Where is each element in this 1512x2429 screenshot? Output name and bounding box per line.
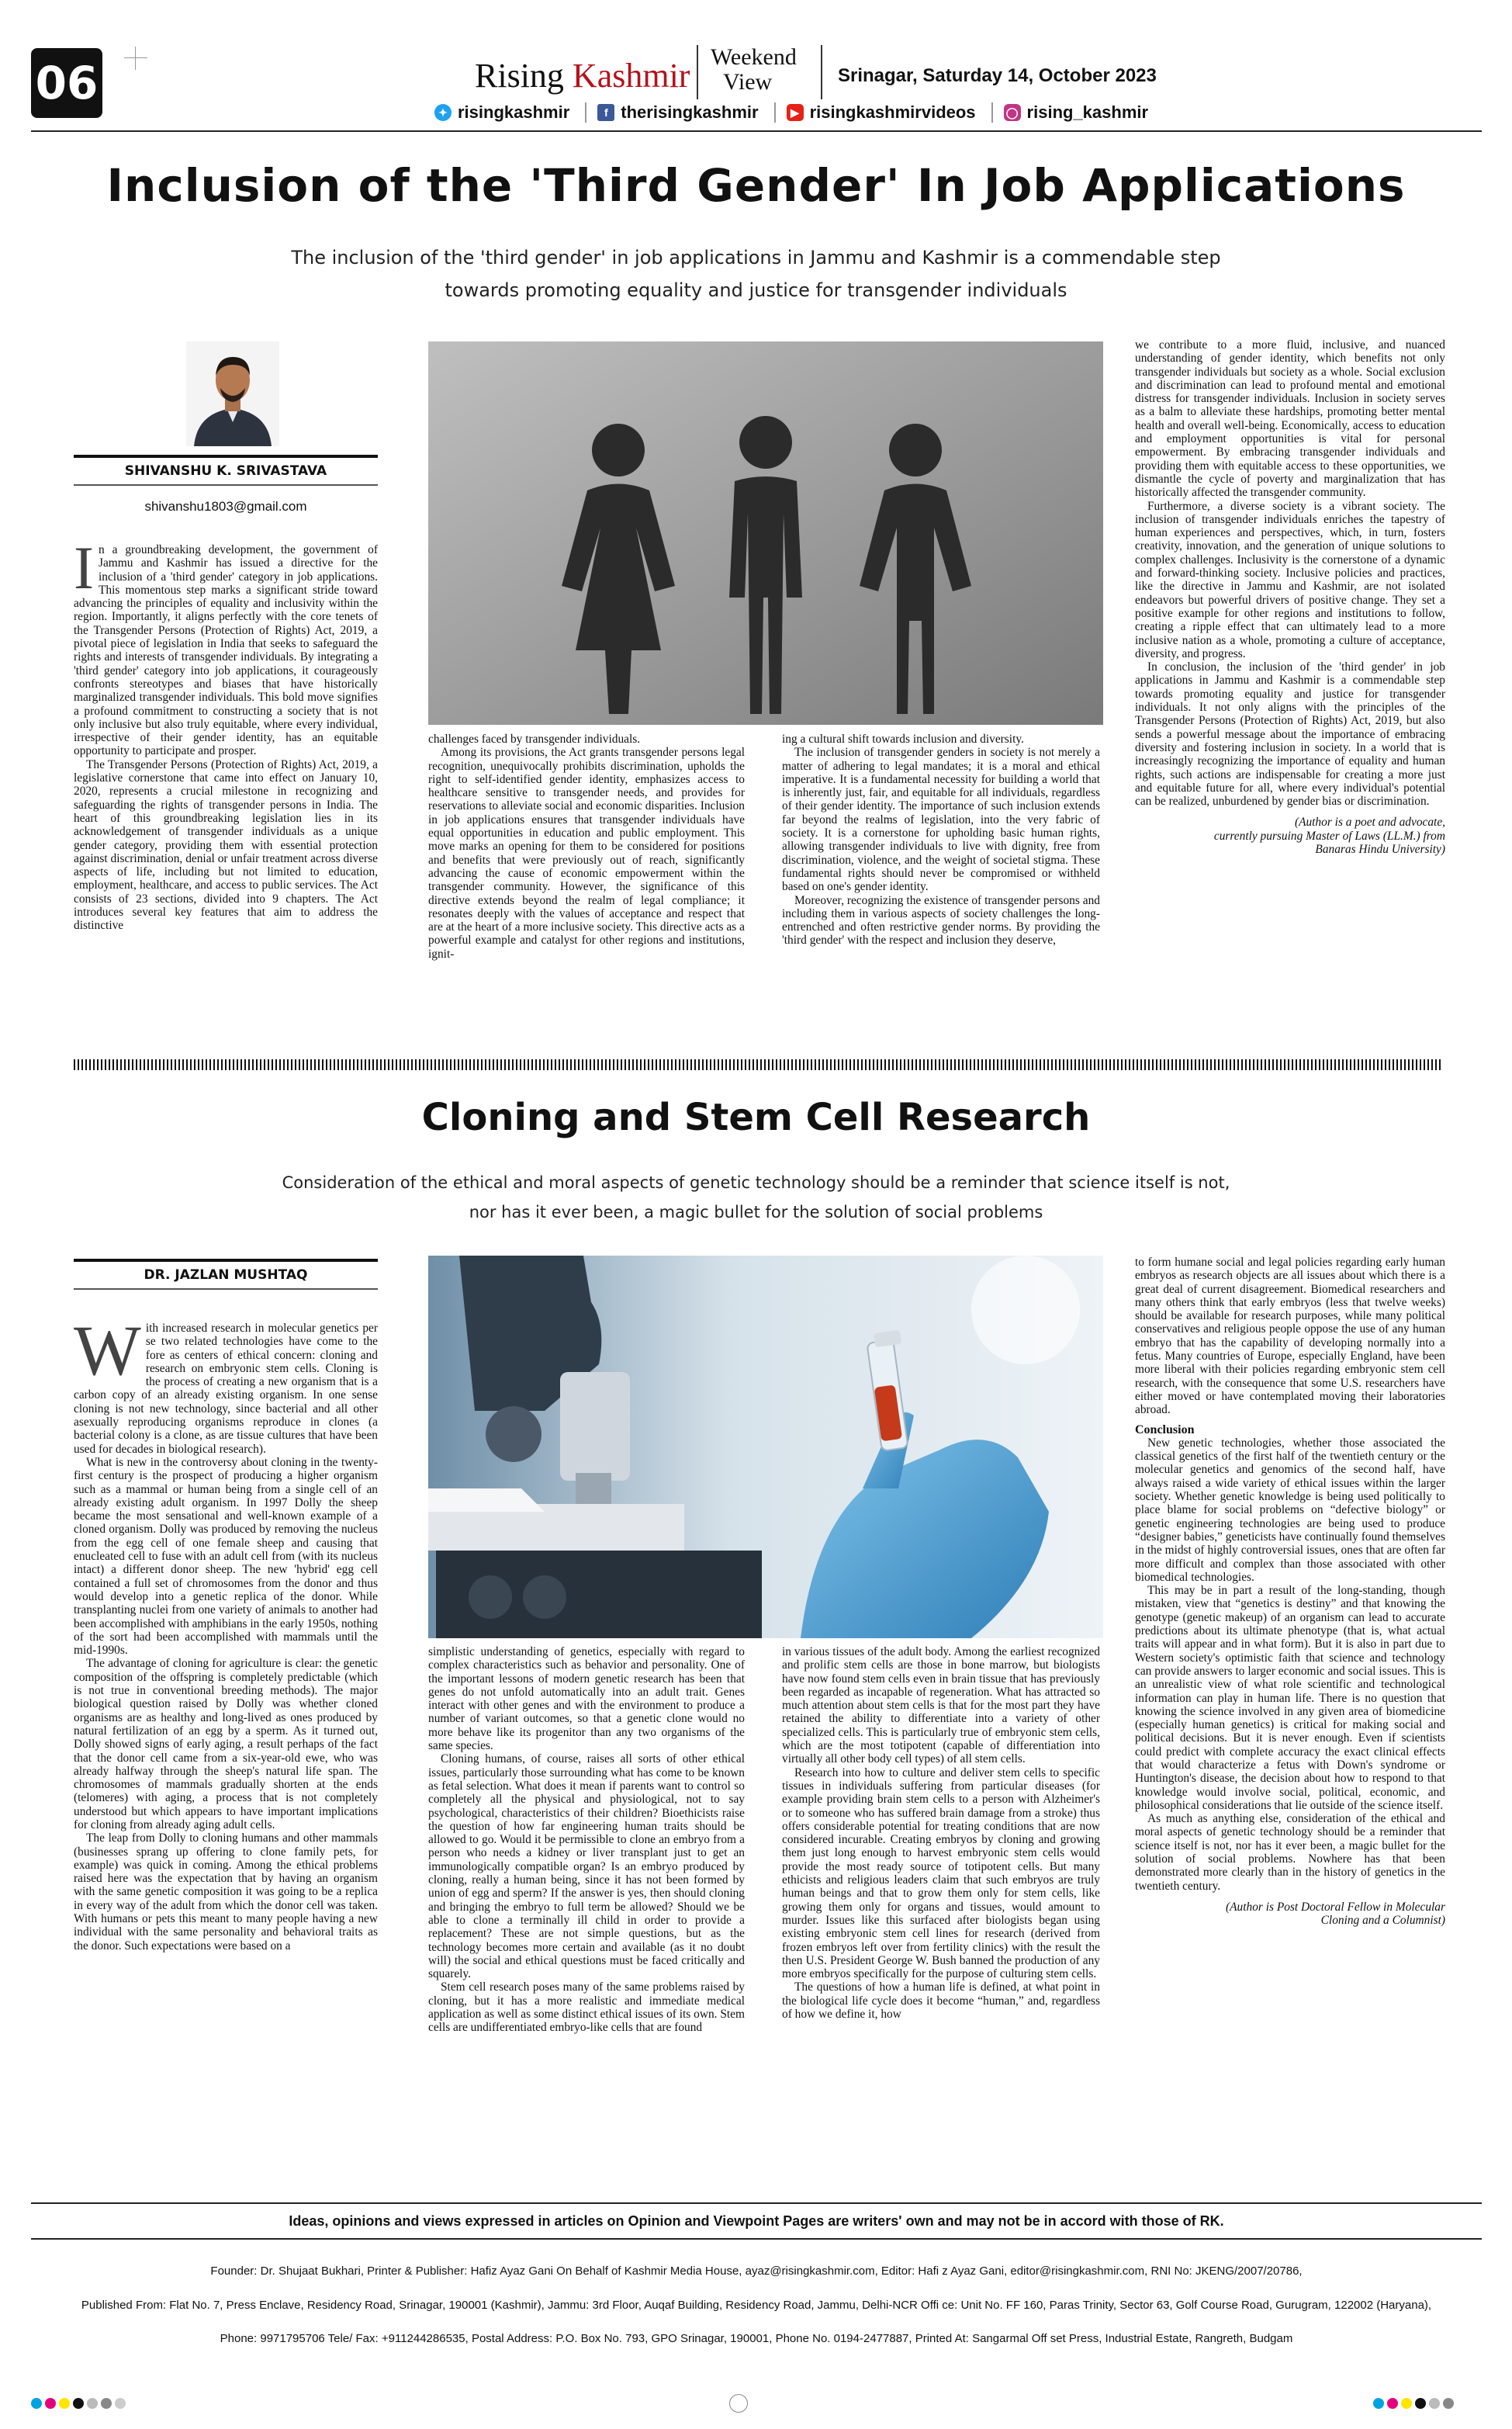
article2-signoff-line2: Cloning and a Columnist) [1320,1914,1445,1928]
social-instagram[interactable] [991,102,1149,123]
article2-col1-p2: What is new in the controversy about cloning in the twenty-first century is the prospect of producing a higher organism such as a mammal or human being from a single cell of an already existing adult organism. In 1997 Dolly the sheep became the most sensational and well-known example of a cloned organism. Dolly was produced by removing the nucleus from the egg cell of one female sheep and causing that enucleated cell to fuse with an adult cell from (with its nucleus intact) a different donor sheep. The new 'hybrid' egg cell contained a full set of chromosomes from the donor and thus would develop into a genetic replica of the donor. While transplanting nuclei from one variety of animals to another had been accomplished with amphibians in the early 1950s, nothing of the sort had been accomplished with mammals until the mid-1990s. [74,1455,378,1658]
print-colorbar-right [1373,2398,1454,2409]
social-facebook[interactable] [585,102,758,123]
instagram-icon: ◯ [1004,104,1021,121]
youtube-icon: ▶ [787,104,804,121]
article2-col4 [1135,1256,1445,2164]
article2-col3-p1: in various tissues of the adult body. Among the earliest recognized and prolific stem cells are those in bone marrow, but biologists have now found stem cells even in brain tissue that has previously been regarded as incapable of regeneration. What has attracted so much attention about stem cells is that for the most part they have retained the ability to differentiate into a variety of other specialized cells. This is particularly true of embryonic stem cells, which are the most totipotent (capable of differentiation into virtually all other body cell types) of all stem cells. [782,1645,1100,1766]
edition-separator [821,45,822,99]
social-youtube[interactable] [774,102,976,123]
article2-col4-p1: to form humane social and legal policies regarding early human embryos as research objects are all issues about which there is a great deal of current disagreement. Biomedical researchers and many others think that early embryos (less that twelve weeks) should be available for research purposes, while many political conservatives and religious people oppose the use of any human embryo that has the capability of developing normally into a fetus. Many countries of Europe, especially England, have been more liberal with their policies regarding embryonic stem cell research, with the consequence that some U.S. researchers have either moved or have contemplated moving their laboratories abroad. [1135,1256,1445,1417]
imprint-line3: Phone: 9971795706 Tele/ Fax: +911244286535, Postal Address: P.O. Box No. 793, GPO Srinagar, 190001, Phone No. 0194-2477887, Printed At: Sangarmal Off set Press, Industrial Estate, Rangreth, Budgam [220,2332,1293,2345]
author1-rule [74,455,378,458]
twitter-icon: ✦ [434,104,452,121]
edition-line1: Weekend [711,44,797,70]
article1-col4-p2: Furthermore, a diverse society is a vibrant society. The inclusion of transgender individuals enriches the tapestry of human experiences and perspectives, which, in turn, fosters creativity, innovation, and the generation of unique solutions to complex challenges. Inclusivity is the cornerstone of a dynamic and forward-thinking society. Inclusive policies and practices, like the directive in Jammu and Kashmir, are not isolated endeavors but powerful drivers of positive change. They set a positive example for other regions and institutions to follow, creating a ripple effect that can ultimately lead to a more inclusive nation as a whole, promoting a culture of acceptance, diversity, and progress. [1135,499,1445,660]
article1-dek-line1: The inclusion of the 'third gender' in job applications in Jammu and Kashmir is a commendable step [291,247,1221,269]
article2-signoff [1135,1901,1445,1928]
article2-col2-p3: Stem cell research poses many of the same problems raised by cloning, but it has a more realistic and immediate medical application as well as some distinct ethical issues of its own. Stem cells are undifferentiated embryo-like cells that are found [428,1980,745,2035]
article2-headline: Cloning and Stem Cell Research [421,1096,1091,1139]
article1-signoff-line2: currently pursuing Master of Laws (LL.M.) from [1213,829,1445,843]
article1-signoff-line3: Banaras Hindu University) [1315,842,1445,856]
brand-logo [475,56,690,95]
article1-signoff-line1: (Author is a poet and advocate, [1294,816,1445,830]
author1-rule-bottom [74,484,378,486]
article2-col3 [782,1645,1100,2157]
article2-col1-p4: The leap from Dolly to cloning humans and other mammals (businesses sprang up offering to clone family pets, for example) was quick in coming. Among the ethical problems raised here was the expectation that by having an organism with the same genetic composition it was going to be a replica in every way of the adult from which the donor cell was taken. With humans or pets this meant to many people having a new individual with the same personality and behavioral traits as the donor. Such expectations were based on a [74,1831,378,1953]
social-links [434,102,1148,123]
gender-restroom-signs-image [428,341,1103,725]
article2-col4-p2: New genetic technologies, whether those associated the classical genetics of the first half of the twentieth century or the molecular genetics and genomics of the second half, have always raised a wide variety of ethical issues within the larger society. Whether genetic knowledge is being used politically to place blame for social problems on “defective biology” or genetic engineering technologies are being used to produce “designer babies,” geneticists have continually found themselves in the midst of highly controversial issues, ones that are often far more difficult and complex than those associated with other biomedical technologies. [1135,1436,1445,1584]
brand-kashmir: Kashmir [572,57,690,95]
edition-label [711,45,797,95]
masthead [0,0,1512,136]
article1-col3-p3: Moreover, recognizing the existence of transgender persons and including them in various aspects of society challenges the long-entrenched and often restrictive gender norms. By providing the 'third gender' with the respect and inclusion they deserve, [782,893,1100,948]
article1-col4-p3: In conclusion, the inclusion of the 'third gender' in job applications in Jammu and Kashmir is a commendable step towards promoting equality and justice for transgender individuals. It not only aligns with the principles of the Transgender Persons (Protection of Rights) Act, 2019, but also sends a powerful message about the importance of embracing diversity and fostering inclusion in society. In a world that is increasingly recognizing the importance of equality and human rights, such actions are indispensable for creating a more just and equitable future for all, where every individual's potential can be realized, unburdened by gender bias or discrimination. [1135,660,1445,809]
social-instagram-label: rising_kashmir [1026,102,1149,122]
article2-col4-p3: This may be in part a result of the long-standing, though mistaken, view that “genetics is destiny” and that knowing the genotype (genetic makeup) of an organism can lead to accurate predictions about its ultimate phenotype (that is, what actual traits will appear and in what form). But it is also in part due to Western society's optimistic faith that science and technology can provide answers to larger economic and social issues. This is an unrealistic view of what role scientific and technological information can play in human life. There is no question that knowing the science involved in any given area of biomedicine (especially human genetics) is critical for making social and political decisions. But it is never enough. Even if scientists could predict with complete accuracy the exact clinical effects that would characterize a fetus with Down's syndrome or Huntington's disease, the decision about how to respond to that knowledge would involve social, political, economic, and philosophical considerations that lie outside of the science itself. [1135,1584,1445,1812]
article1-col3-p2: The inclusion of transgender genders in society is not merely a matter of adhering to legal mandates; it is a moral and ethical imperative. It is a fundamental necessity for building a world that is inherently just, fair, and equitable for all individuals, regardless of their gender identity. The importance of such inclusion extends far beyond the realms of legislation, into the very fabric of society. It is a cornerstone for upholding basic human rights, allowing transgender individuals to live with dignity, free from discrimination, violence, and the weight of societal stigma. These fundamental rights should never be compromised or withheld based on one's gender identity. [782,746,1100,894]
article1-col4 [1135,338,1445,1037]
imprint-line1: Founder: Dr. Shujaat Bukhari, Printer & Publisher: Hafiz Ayaz Gani On Behalf of Kashmir Media House, ayaz@risingkashmir.com, Editor: Hafi z Ayaz Gani, editor@risingkashmir.com, RNI No: JKENG/2007/20786, [210,2264,1303,2278]
facebook-icon: f [597,104,614,121]
edition-line2: View [723,69,773,95]
article1-col1-p2: The Transgender Persons (Protection of Rights) Act, 2019, a legislative cornerstone that came into effect on January 10, 2020, represents a crucial milestone in recognizing and safeguarding the rights of transgender persons in India. The heart of this groundbreaking legislation lies in its acknowledgement of transgender individuals as a unique gender category, providing them with essential protection against discrimination, denial or unfair treatment across diverse aspects of life, including but not limited to education, employment, healthcare, and access to public services. The Act consists of 23 sections, divided into 9 chapters. The Act introduces several key features that aim to address the distinctive [74,757,378,933]
masthead-rule [31,130,1482,132]
social-facebook-label: therisingkashmir [621,102,759,122]
article2-col3-p3: The questions of how a human life is defined, at what point in the biological life cycle does it become “human,” and, regardless of how we define it, how [782,1980,1100,2022]
article2-author: DR. JAZLAN MUSHTAQ [144,1267,308,1283]
author2-rule [74,1259,378,1262]
article2-col1 [74,1311,378,2160]
dateline: Srinagar, Saturday 14, October 2023 [838,65,1157,86]
article1-col1-p1: n a groundbreaking development, the government of Jammu and Kashmir has issued a directive for the inclusion of a 'third gender' category in job applications. This momentous step marks a significant stride toward advancing the principles of equality and inclusivity within the region. Importantly, it aligns perfectly with the core tenets of the Transgender Persons (Protection of Rights) Act, 2019, a pivotal piece of legislation in India that seeks to safeguard the rights and interests of transgender individuals. By integrating a 'third gender' category into job applications, it courageously confronts stereotypes and biases that have historically marginalized transgender individuals. This bold move signifies a profound commitment to constructing a society that is not only inclusive but also truly equitable, where every individual, irrespective of their gender identity, has an equitable opportunity to participate and prosper. [74,543,378,758]
article1-col2 [428,733,745,1039]
author-photo [186,341,279,446]
social-twitter-label: risingkashmir [458,102,570,122]
social-twitter[interactable] [434,102,569,123]
section-divider [74,1059,1441,1070]
article1-dropcap: I [74,534,94,601]
article2-dek-line2: nor has it ever been, a magic bullet for the solution of social problems [469,1203,1043,1221]
imprint-line2: Published From: Flat No. 7, Press Enclave, Residency Road, Srinagar, 190001 (Kashmir), Jammu: 3rd Floor, Auqaf Building, Residency Road, Jammu, Delhi-NCR Offi ce: Unit No. FF 160, Paras Trinity, Sector 63, Golf Course Road, Gurugram, 122002 (Haryana), [81,2299,1432,2312]
article2-col2 [428,1645,745,2157]
article1-col2-p2: Among its provisions, the Act grants transgender persons legal recognition, unequivocally prohibits discrimination, upholds the right to self-identified gender identity, emphasizes access to healthcare sensitive to transgender needs, and provides for reservations to alleviate social and economic disparities. Inclusion in job applications ensures that transgender individuals have equal opportunities in education and public employment. This move marks an opening for them to be considered for positions and benefits that were previously out of reach, significantly advancing the cause of economic empowerment within the transgender community. However, the significance of this directive extends beyond the realm of legal compliance; it resonates deeply with the values of acceptance and respect that are at the heart of a more inclusive society. This directive acts as a powerful example and catalyst for other regions and institutions, ignit- [428,746,745,961]
article2-col1-p1: ith increased research in molecular genetics per se two related technologies have come to the fore as centers of ethical concern: cloning and research on embryonic stem cells. Cloning is the process of creating a new organism that is a carbon copy of an already existing organism. In one sense cloning is not new technology, since bacterial and all other asexually reproducing organisms reproduce in clones (a bacterial colony is a clone, as are tissue cultures that have been used for decades in biological research). [74,1322,378,1456]
author2-rule-bottom [74,1288,378,1290]
brand-separator [697,45,698,99]
disclaimer: Ideas, opinions and views expressed in articles on Opinion and Viewpoint Pages are writers' own and may not be in accord with those of RK. [31,2202,1482,2240]
registration-mark-icon [124,47,147,70]
article1-col3-p1: ing a cultural shift towards inclusion and diversity. [782,733,1024,746]
article1-dek-line2: towards promoting equality and justice for transgender individuals [445,279,1067,301]
page-number: 06 [31,48,102,118]
social-youtube-label: risingkashmirvideos [809,102,976,122]
article2-dropcap: W [74,1311,141,1390]
article1-headline: Inclusion of the 'Third Gender' In Job Applications [106,159,1406,212]
article1-author: SHIVANSHU K. SRIVASTAVA [124,463,327,479]
article1-col2-p1: challenges faced by transgender individuals. [428,733,641,746]
article1-col1 [74,534,378,1040]
registration-mark-bottom-icon [729,2394,748,2413]
article2-col3-p2: Research into how to culture and deliver stem cells to specific tissues in individuals suffering from particular diseases (for example providing brain stem cells to a person with Alzheimer's or to someone who has suffered brain damage from a stroke) thus offers considerable potential for treating conditions that are now considered incurable. Creating embryos by cloning and growing them just long enough to harvest embryonic stem cells would provide the most ready source of totipotent cells. But many ethicists and religious leaders claim that such embryos are truly human beings and that to grow them only for stem cells, like growing them only for organs and tissues, would amount to murder. Issues like this surfaced after biologists began using existing embryonic stem cell lines for research (derived from frozen embryos left over from fertility clinics) with the result the then U.S. President George W. Bush banned the production of any more embryos specifically for the purpose of culturing stem cells. [782,1765,1100,1981]
print-colorbar-left [31,2398,126,2409]
article2-col4-p4: As much as anything else, consideration of the ethical and moral aspects of genetic technology should be a reminder that science itself is not, nor has it ever been, a magic bullet for the solution of social problems. Nowhere has that been demonstrated more clearly than in the history of genetics in the twentieth century. [1135,1812,1445,1893]
article2-signoff-line1: (Author is Post Doctoral Fellow in Molecular [1226,1900,1445,1914]
article1-col3 [782,733,1100,1039]
conclusion-heading: Conclusion [1135,1422,1195,1436]
article1-col4-p1: we contribute to a more fluid, inclusive, and nuanced understanding of gender identity, which benefits not only transgender individuals but society as a whole. Social exclusion and discrimination can lead to profound mental and emotional distress for transgender individuals. Inclusion in society serves as a balm to alleviate these hardships, promoting better mental health and overall well-being. Economically, access to education and employment opportunities is vital for personal empowerment. By embracing transgender individuals and providing them with equitable access to these opportunities, we dismantle the cycle of poverty and marginalization that has historically affected the transgender community. [1135,338,1445,500]
article2-col1-p3: The advantage of cloning for agriculture is clear: the genetic composition of the offspring is completely predictable (which is not true in conventional breeding methods). The major biological question raised by Dolly was whether cloned organisms are as healthy and long-lived as ones produced by natural fertilization of an egg by a sperm. As it turned out, Dolly showed signs of early aging, a result perhaps of the fact that the donor cell came from a six-year-old ewe, who was already halfway through the sheep's natural life span. The chromosomes of mammals gradually shorten at the ends (telomeres) with aging, a process that is not completely understood but which appears to have important implications for cloning from already aging adult cells. [74,1657,378,1831]
brand-rising: Rising [475,57,564,95]
article1-signoff [1135,816,1445,856]
article2-col2-p1: simplistic understanding of genetics, especially with regard to complex characteristics such as behavior and personality. One of the important lessons of modern genetic research has been that genes do not unfold automatically into an adult trait. Genes interact with other genes and with the environment to produce a number of variant outcomes, so that a genetic clone would no more behave like its progenitor than any two organisms of the same species. [428,1645,745,1753]
laboratory-microscope-image [428,1256,1103,1638]
article2-col2-p2: Cloning humans, of course, raises all sorts of other ethical issues, particularly those surrounding what has come to be known as fetal selection. What does it mean if parents want to control so completely all the physical and physiological, not to say psychological, characteristics of their children? Bioethicists raise the question of how far engineering human traits should be allowed to go. Would it be permissible to clone an embryo from a person who needs a kidney or liver transplant just to get an immunologically compatible organ? Is an embryo produced by cloning, really a human being, since it has not been formed by union of egg and sperm? If the answer is yes, then should cloning and bringing the embryo to full term be allowed? Should we be able to clone a terminally ill child in order to provide a replacement? These are not simple questions, but as the technology becomes more certain and available (as it no doubt will) the social and ethical questions must be faced critically and squarely. [428,1752,745,1981]
article2-dek-line1: Consideration of the ethical and moral aspects of genetic technology should be a reminder that science itself is not, [282,1173,1230,1192]
article1-email: shivanshu1803@gmail.com [144,499,307,514]
